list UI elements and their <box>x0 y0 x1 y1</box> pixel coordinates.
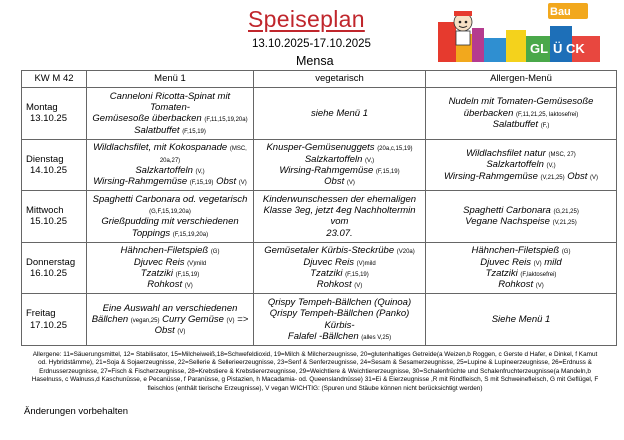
menu-line <box>429 314 613 325</box>
menu-line <box>429 119 613 130</box>
table-header-row <box>22 71 617 88</box>
dish-name: Salatbuffet <box>134 124 180 136</box>
allergen-code: (V,21,25) <box>540 174 565 181</box>
allergen-menu-cell <box>426 294 617 346</box>
menu-line <box>90 268 250 279</box>
allergen-code: (F,15,19) <box>175 272 200 279</box>
logo-block-purple <box>472 28 484 62</box>
dish-name: Wirsing-Rahmgemüse <box>279 164 374 176</box>
allergen-code: (V) <box>238 180 247 187</box>
dish-name: Toppings <box>131 227 171 239</box>
menu-line <box>90 279 250 290</box>
logo-text-im: im <box>574 19 584 28</box>
menu-line <box>429 257 613 268</box>
logo-text-gl: GL <box>530 41 549 56</box>
logo-text-ue: Ü <box>553 41 563 56</box>
allergen-code: (F,15,19,20a) <box>172 231 209 238</box>
allergen-code: (F,laktosefrei) <box>520 272 557 279</box>
dish-name: Wildlachsfilet, mit Kokospanade <box>93 142 228 154</box>
dish-name: Tzatziki <box>140 268 173 280</box>
dish-name: Gemüsesoße überbacken <box>92 113 202 125</box>
allergen-code: (G,F,15,19,20a) <box>149 209 191 216</box>
header-menu1: Menü 1 <box>87 71 254 88</box>
table-row <box>22 191 617 243</box>
allergen-code: (F,11,21,25, laktosefrei) <box>516 111 579 118</box>
menu-line <box>257 142 422 153</box>
menu-line <box>257 257 422 268</box>
menu1-cell <box>87 242 254 294</box>
allergen-code: (alles V,25) <box>361 335 392 342</box>
allergen-code: (vegan,25) <box>130 317 160 324</box>
table-row <box>22 139 617 191</box>
dish-name: Curry Gemüse <box>162 313 224 325</box>
dish-name: Knusper-Gemüsenuggets <box>266 142 375 154</box>
day-name: Mittwoch <box>26 205 64 217</box>
allergen-code: (V) <box>184 283 193 290</box>
day-date: 13.10.25 <box>30 113 67 125</box>
menu1-cell <box>87 88 254 140</box>
header-vegetarian: vegetarisch <box>254 71 426 88</box>
menu-line <box>90 228 250 239</box>
menu-line <box>90 113 250 124</box>
dish-name: Salzkartoffeln <box>135 164 193 176</box>
menu1-cell <box>87 139 254 191</box>
menu-line <box>257 205 422 228</box>
menu-line <box>90 216 250 227</box>
dish-name: Kinderwunschessen der ehemaligen <box>262 193 417 205</box>
dish-name: Obst <box>324 176 345 188</box>
allergen-menu-cell <box>426 139 617 191</box>
allergen-code: (V,) <box>546 163 556 170</box>
dish-name: Salzkartoffeln <box>304 153 363 165</box>
dish-name: Salzkartoffeln <box>486 159 544 171</box>
dish-name: Spaghetti Carbonara od. vegetarisch <box>92 193 248 205</box>
logo-block-yellow <box>506 30 526 62</box>
dish-name: Salatbuffet <box>492 118 539 130</box>
footer-note: Änderungen vorbehalten <box>24 406 129 417</box>
dish-name: Djuvec Reis <box>133 256 185 268</box>
allergen-code: (V,) <box>195 168 205 175</box>
menu-line <box>257 176 422 187</box>
menu-line <box>90 142 250 153</box>
dish-name: => <box>237 313 249 325</box>
dish-name: siehe Menü 1 <box>310 107 369 119</box>
allergen-code: (V)mild <box>187 260 207 267</box>
dish-name: Canneloni Ricotta-Spinat mit Tomaten- <box>109 90 231 113</box>
menu-line <box>90 314 250 325</box>
day-name: Dienstag <box>26 153 64 165</box>
logo-text-ck: CK <box>566 41 585 56</box>
location-label: Mensa <box>296 54 334 68</box>
menu-line <box>429 279 613 290</box>
dish-name: Nudeln mit Tomaten-Gemüsesoße <box>448 96 594 108</box>
allergen-code: (F,15,19) <box>345 272 369 279</box>
dish-name: Hähnchen-Filetspieß <box>471 245 560 257</box>
menu-line <box>429 268 613 279</box>
menu-line <box>90 303 250 314</box>
dish-name: Djuvec Reis <box>480 256 531 268</box>
menu-line <box>257 331 422 342</box>
table-row <box>22 242 617 294</box>
menu-line <box>90 325 250 336</box>
allergen-code: (F,) <box>540 122 550 129</box>
allergen-code: (G) <box>210 249 220 256</box>
menu-line <box>257 165 422 176</box>
dish-name: Rohkost <box>147 279 183 291</box>
day-cell <box>22 139 87 191</box>
menu-line <box>90 154 250 165</box>
menu-line <box>429 108 613 119</box>
allergen-code: (20a,c,15,19) <box>377 146 413 153</box>
allergen-code: (V) <box>226 317 235 324</box>
dish-name: 23.07. <box>326 227 353 239</box>
dish-name: Tzatziki <box>485 268 518 280</box>
menu-line <box>90 91 250 114</box>
menu-line <box>429 148 613 159</box>
bau-im-glueck-logo <box>436 2 604 66</box>
allergen-code: (V) <box>533 260 542 267</box>
date-range: 13.10.2025-17.10.2025 <box>252 38 371 50</box>
menu-line <box>257 297 422 308</box>
menu-line <box>429 205 613 216</box>
dish-name: Wildlachsfilet natur <box>466 147 546 159</box>
vegetarian-cell <box>254 294 426 346</box>
day-cell <box>22 191 87 243</box>
menu-line <box>429 96 613 107</box>
dish-name: Hähnchen-Filetspieß <box>120 245 209 257</box>
dish-name: Obst <box>154 325 175 337</box>
menu-line <box>257 308 422 331</box>
vegetarian-cell <box>254 88 426 140</box>
menu-line <box>90 176 250 187</box>
allergen-legend: Allergene: 11=Säuerungsmittel, 12= Stabilisator, 15=Milcheiweiß,18=Schwefeldioxid, 19=Milch & Milcherzeugnisse, 20=glutenhaltiges Getreide(a Weizen,b Roggen, c Gerste d Hafer, e Dinkel, f Kamut od. Hybridstämme), 21=Soja & Sojaerzeugnisse, 22=Sellerie & Sellerieerzeugnisse, 23=Senf & Senferzeugnisse, 24=Sesam & Sesamerzeugnisse, 25=Lupine & Lupineerzeugnisse, 26=Erdnuss & Erdnusserzeugnisse, 27=Fisch & Fischerzeugnisse, 28=Krebstiere & Krebstiererzeugnisse, 29=Weichtiere & Weichtiererzeugnisse, 30=Schalenfrüchte und Schalenfruchterzeugnisse(a Mandeln,b Haselnuss, c Walnuss,d Kaschunüsse, e Pecanüsse, f Paranüsse, g Pistazien, h Macadamia- od. Queenslandnüsse) 31=Ei & Eierzeugnisse ,R mit Rindfleisch, S mit Schweinefleisch, G mit Geflügel, F fleischlos (enthält tierische Erzeugnisse), V vegan WICHTIG: (Spuren und Stäube können nicht berücksichtigt werden) <box>31 351 599 392</box>
mascot-helmet <box>454 11 472 16</box>
day-name: Donnerstag <box>26 256 76 268</box>
dish-name: mild <box>544 256 562 268</box>
menu-line <box>90 257 250 268</box>
menu-line <box>429 171 613 182</box>
dish-name: Tzatziki <box>310 268 343 280</box>
menu-line <box>90 245 250 256</box>
vegetarian-cell <box>254 242 426 294</box>
menu-line <box>429 216 613 227</box>
day-cell <box>22 88 87 140</box>
menu-line <box>257 108 422 119</box>
dish-name: Vegane Nachspeise <box>465 216 550 228</box>
day-date: 17.10.25 <box>30 319 67 331</box>
menu-line <box>257 194 422 205</box>
menu-line <box>257 268 422 279</box>
logo-text-bau: Bau <box>550 6 571 18</box>
menu-line <box>90 205 250 216</box>
allergen-menu-cell <box>426 88 617 140</box>
menu-line <box>257 228 422 239</box>
dish-name: Wirsing-Rahmgemüse <box>93 176 188 188</box>
day-cell <box>22 242 87 294</box>
dish-name: Gemüsetaler Kürbis-Steckrübe <box>264 245 395 257</box>
dish-name: Grießpudding mit verschiedenen <box>101 216 239 228</box>
table-row <box>22 88 617 140</box>
allergen-code: (V) <box>535 283 544 290</box>
dish-name: Rohkost <box>316 279 352 291</box>
menu-table <box>21 70 617 346</box>
header-allergen: Allergen-Menü <box>426 71 617 88</box>
dish-name: Obst <box>216 176 237 188</box>
allergen-code: (V,21,25) <box>552 220 577 227</box>
allergen-code: (F,15,19) <box>189 180 214 187</box>
dish-name: Spaghetti Carbonara <box>463 205 551 217</box>
day-date: 16.10.25 <box>30 268 67 280</box>
allergen-code: (V20a) <box>396 249 415 256</box>
menu-line <box>90 165 250 176</box>
allergen-menu-cell <box>426 191 617 243</box>
table-row <box>22 294 617 346</box>
dish-name: Bällchen <box>91 313 129 325</box>
logo-block-red <box>438 22 456 62</box>
allergen-code: (V) <box>590 174 598 181</box>
allergen-code: (MSC, <box>229 146 247 153</box>
allergen-code: (F,15,19) <box>375 168 400 175</box>
menu-line <box>429 159 613 170</box>
allergen-code: (F,15,19) <box>182 128 206 135</box>
allergen-code: (F,11,15,19,20a) <box>204 117 248 124</box>
menu1-cell <box>87 294 254 346</box>
menu-line <box>257 245 422 256</box>
dish-name: Qrispy Tempeh-Bällchen (Panko) Kürbis- <box>269 308 410 331</box>
allergen-menu-cell <box>426 242 617 294</box>
dish-name: Eine Auswahl an verschiedenen <box>102 302 238 314</box>
allergen-code: (V) <box>346 180 355 187</box>
logo-block-blue <box>484 38 506 62</box>
menu1-cell <box>87 191 254 243</box>
mascot-body <box>456 31 470 45</box>
dish-name: Djuvec Reis <box>303 256 355 268</box>
menu-line <box>257 279 422 290</box>
dish-name: Obst <box>567 170 588 182</box>
menu-line <box>257 154 422 165</box>
allergen-code: (V)mild <box>356 260 376 267</box>
vegetarian-cell <box>254 191 426 243</box>
dish-name: Falafel -Bällchen <box>287 331 359 343</box>
dish-name: Siehe Menü 1 <box>491 313 551 325</box>
allergen-code: (MSC, 27) <box>548 151 576 158</box>
dish-name: Rohkost <box>498 279 534 291</box>
dish-name: Qrispy Tempeh-Bällchen (Quinoa) <box>267 296 412 308</box>
menu-line <box>90 125 250 136</box>
vegetarian-cell <box>254 139 426 191</box>
header-week: KW M 42 <box>22 71 87 88</box>
allergen-code: (G,21,25) <box>553 209 579 216</box>
day-date: 15.10.25 <box>30 216 67 228</box>
page-title: Speiseplan <box>248 6 365 32</box>
menu-line <box>90 194 250 205</box>
dish-name: Wirsing-Rahmgemüse <box>443 170 538 182</box>
menu-line <box>429 245 613 256</box>
day-date: 14.10.25 <box>30 164 67 176</box>
allergen-code: (V) <box>354 283 363 290</box>
dish-name: überbacken <box>463 107 514 119</box>
allergen-code: (V,) <box>365 157 375 164</box>
day-name: Montag <box>26 101 58 113</box>
allergen-code: 20a,27) <box>159 157 181 164</box>
allergen-code: (G) <box>561 249 571 256</box>
day-cell <box>22 294 87 346</box>
day-name: Freitag <box>26 308 56 320</box>
dish-name: Klasse 3eg, jetzt 4eg Nachholtermin vom <box>263 205 416 228</box>
allergen-code: (V) <box>177 329 186 336</box>
